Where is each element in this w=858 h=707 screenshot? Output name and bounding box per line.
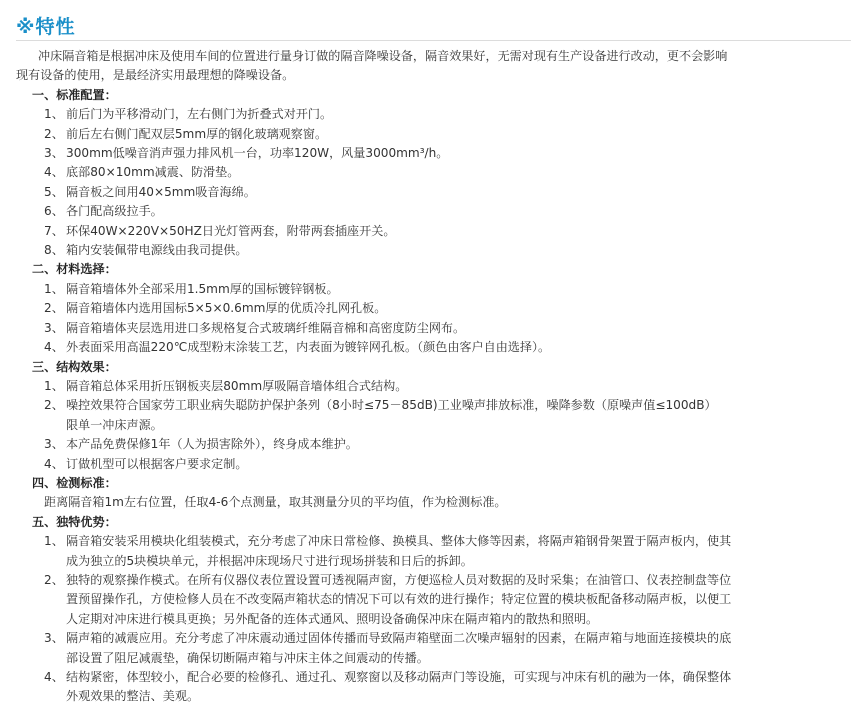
list-item — [16, 280, 846, 299]
list-item-text — [66, 299, 846, 318]
list-item-line: 人定期对冲床进行模具更换；另外配备的连体式通风、照明设备确保冲床在隔声箱内的散热和照明。 — [66, 611, 599, 626]
list-item-line: 环保40W×220V×50HZ日光灯管两套，附带两套插座开关。 — [66, 223, 396, 238]
list-item-text — [66, 280, 846, 299]
list-item-text — [66, 163, 846, 182]
list-item — [16, 455, 846, 474]
list-item-line: 各门配高级拉手。 — [66, 204, 163, 219]
list-item-line: 前后门为平移滑动门，左右侧门为折叠式对开门。 — [66, 107, 333, 122]
list-item-line: 外表面采用高温220℃成型粉末涂装工艺，内表面为镀锌网孔板。（颜色由客户自由选择）。 — [66, 340, 551, 355]
list-item-line: 限单一冲床声源。 — [66, 417, 163, 432]
list-item — [16, 435, 846, 454]
section-header — [16, 12, 76, 38]
list-item-number: 2、 — [44, 301, 64, 316]
list-item — [16, 241, 846, 260]
list-item-text — [66, 396, 846, 435]
list-item-number: 3、 — [44, 631, 64, 646]
page-title: 特性 — [35, 16, 76, 38]
list-item-number: 4、 — [44, 340, 64, 355]
list-item-line: 300mm低噪音消声强力排风机一台，功率120W，风量3000mm³/h。 — [66, 146, 449, 161]
list-item — [16, 299, 846, 318]
list-item-number: 1、 — [44, 534, 64, 549]
list-item — [16, 144, 846, 163]
list-item — [16, 629, 846, 668]
list-item-line: 置预留操作孔，方使检修人员在不改变隔声箱状态的情况下可以有效的进行操作；特定位置的模块板配备移动隔声板，以便工 — [66, 592, 732, 607]
list-item-line: 隔音板之间用40×5mm吸音海绵。 — [66, 184, 256, 199]
list-item-text — [66, 202, 846, 221]
list-item-number: 4、 — [44, 670, 64, 684]
section-paragraph: 距离隔音箱1m左右位置，任取4-6个点测量，取其测量分贝的平均值，作为检测标准。 — [44, 495, 507, 510]
list-item-number: 1、 — [44, 378, 64, 393]
list-item-text — [66, 435, 846, 454]
list-item — [16, 571, 846, 629]
list-item — [16, 532, 846, 571]
sections-container — [16, 86, 846, 707]
list-item-text — [66, 629, 846, 668]
list-item-line: 部设置了阻尼减震垫，确保切断隔声箱与冲床主体之间震动的传播。 — [66, 650, 429, 665]
list-item — [16, 668, 846, 707]
list-item-line: 隔音箱总体采用折压钢板夹层80mm厚吸隔音墙体组合式结构。 — [66, 378, 408, 393]
list-item-line: 独特的观察操作模式。在所有仪器仪表位置设置可透视隔声窗，方便巡检人员对数据的及时采集；在油管口、仪表控制盘等位 — [66, 572, 732, 587]
list-item-number: 1、 — [44, 281, 64, 296]
list-item — [16, 163, 846, 182]
list-item-text — [66, 241, 846, 260]
list-item-line: 箱内安装佩带电源线由我司提供。 — [66, 243, 248, 258]
list-item-number: 3、 — [44, 437, 64, 452]
list-item-text — [66, 105, 846, 124]
list-item-text — [66, 532, 846, 571]
list-item-text — [66, 319, 846, 338]
list-item-text — [66, 222, 846, 241]
list-item-number: 7、 — [44, 223, 64, 238]
list-item-line: 隔音箱墙体夹层选用进口多规格复合式玻璃纤维隔音棉和高密度防尘网布。 — [66, 320, 466, 335]
list-item-text — [66, 668, 846, 707]
list-item-text — [66, 455, 846, 474]
list-item-number: 8、 — [44, 243, 64, 258]
list-item-number: 2、 — [44, 126, 64, 141]
list-item-text — [66, 144, 846, 163]
list-item-number: 5、 — [44, 184, 64, 199]
list-item — [16, 338, 846, 357]
list-item — [16, 183, 846, 202]
list-item-line: 隔音箱墙体外全部采用1.5mm厚的国标镀锌钢板。 — [66, 281, 339, 296]
list-item — [16, 396, 846, 435]
section-heading: 四、检测标准： — [32, 475, 117, 490]
list-item-line: 隔音箱安装采用模块化组装模式，充分考虑了冲床日常检修、换模具、整体大修等因素，将隔声箱钢骨架置于隔声板内，使其 — [66, 534, 732, 549]
list-item-line: 隔音箱墙体内选用国标5×5×0.6mm厚的优质冷扎网孔板。 — [66, 301, 387, 316]
list-item-text — [66, 125, 846, 144]
list-item — [16, 377, 846, 396]
list-item-line: 订做机型可以根据客户要求定制。 — [66, 456, 248, 471]
list-item-number: 1、 — [44, 107, 64, 122]
list-item-line: 噪控效果符合国家劳工职业病失聪防护保护条列（8小时≤75－85dB)工业噪声排放标准，噪降参数（原噪声值≤100dB） — [66, 398, 717, 413]
list-item-number: 4、 — [44, 456, 64, 471]
list-item — [16, 202, 846, 221]
list-item-text — [66, 183, 846, 202]
header-divider — [16, 40, 851, 41]
list-item — [16, 222, 846, 241]
list-item-number: 3、 — [44, 320, 64, 335]
list-item-line: 底部80×10mm减震、防滑垫。 — [66, 165, 240, 180]
list-item — [16, 319, 846, 338]
list-item-number: 4、 — [44, 165, 64, 180]
section-heading: 五、独特优势： — [32, 514, 117, 529]
list-item-line: 外观效果的整洁、美观。 — [66, 689, 200, 704]
list-item-text — [66, 377, 846, 396]
list-item-line: 前后左右侧门配双层5mm厚的钢化玻璃观察窗。 — [66, 126, 328, 141]
list-item-number: 2、 — [44, 572, 64, 587]
list-item-number: 3、 — [44, 146, 64, 161]
list-item-number: 2、 — [44, 398, 64, 413]
list-item-text — [66, 571, 846, 629]
section-heading: 三、结构效果： — [32, 359, 117, 374]
list-item-line: 隔声箱的减震应用。充分考虑了冲床震动通过固体传播而导致隔声箱壁面二次噪声辐射的因素，在隔声箱与地面连接模块的底 — [66, 631, 732, 646]
feature-content — [16, 47, 846, 707]
list-item — [16, 105, 846, 124]
list-item — [16, 125, 846, 144]
list-item-line: 成为独立的5块模块单元，并根据冲床现场尺寸进行现场拼装和日后的拆卸。 — [66, 553, 473, 568]
intro-line: 冲床隔音箱是根据冲床及使用车间的位置进行量身订做的隔音降噪设备，隔音效果好，无需对现有生产设备进行改动，更不会影响 — [38, 49, 728, 63]
section-heading: 一、标准配置： — [32, 87, 117, 102]
list-item-line: 本产品免费保修1年（人为损害除外），终身成本维护。 — [66, 437, 358, 452]
list-item-text — [66, 338, 846, 357]
header-mark: ※ — [16, 16, 36, 38]
list-item-number: 6、 — [44, 204, 64, 219]
section-heading: 二、材料选择： — [32, 262, 117, 277]
list-item-line: 结构紧密，体型较小，配合必要的检修孔、通过孔、观察窗以及移动隔声门等设施，可实现与冲床有机的融为一体，确保整体 — [66, 670, 732, 684]
intro-line: 现有设备的使用，是最经济实用最理想的降噪设备。 — [16, 68, 295, 83]
